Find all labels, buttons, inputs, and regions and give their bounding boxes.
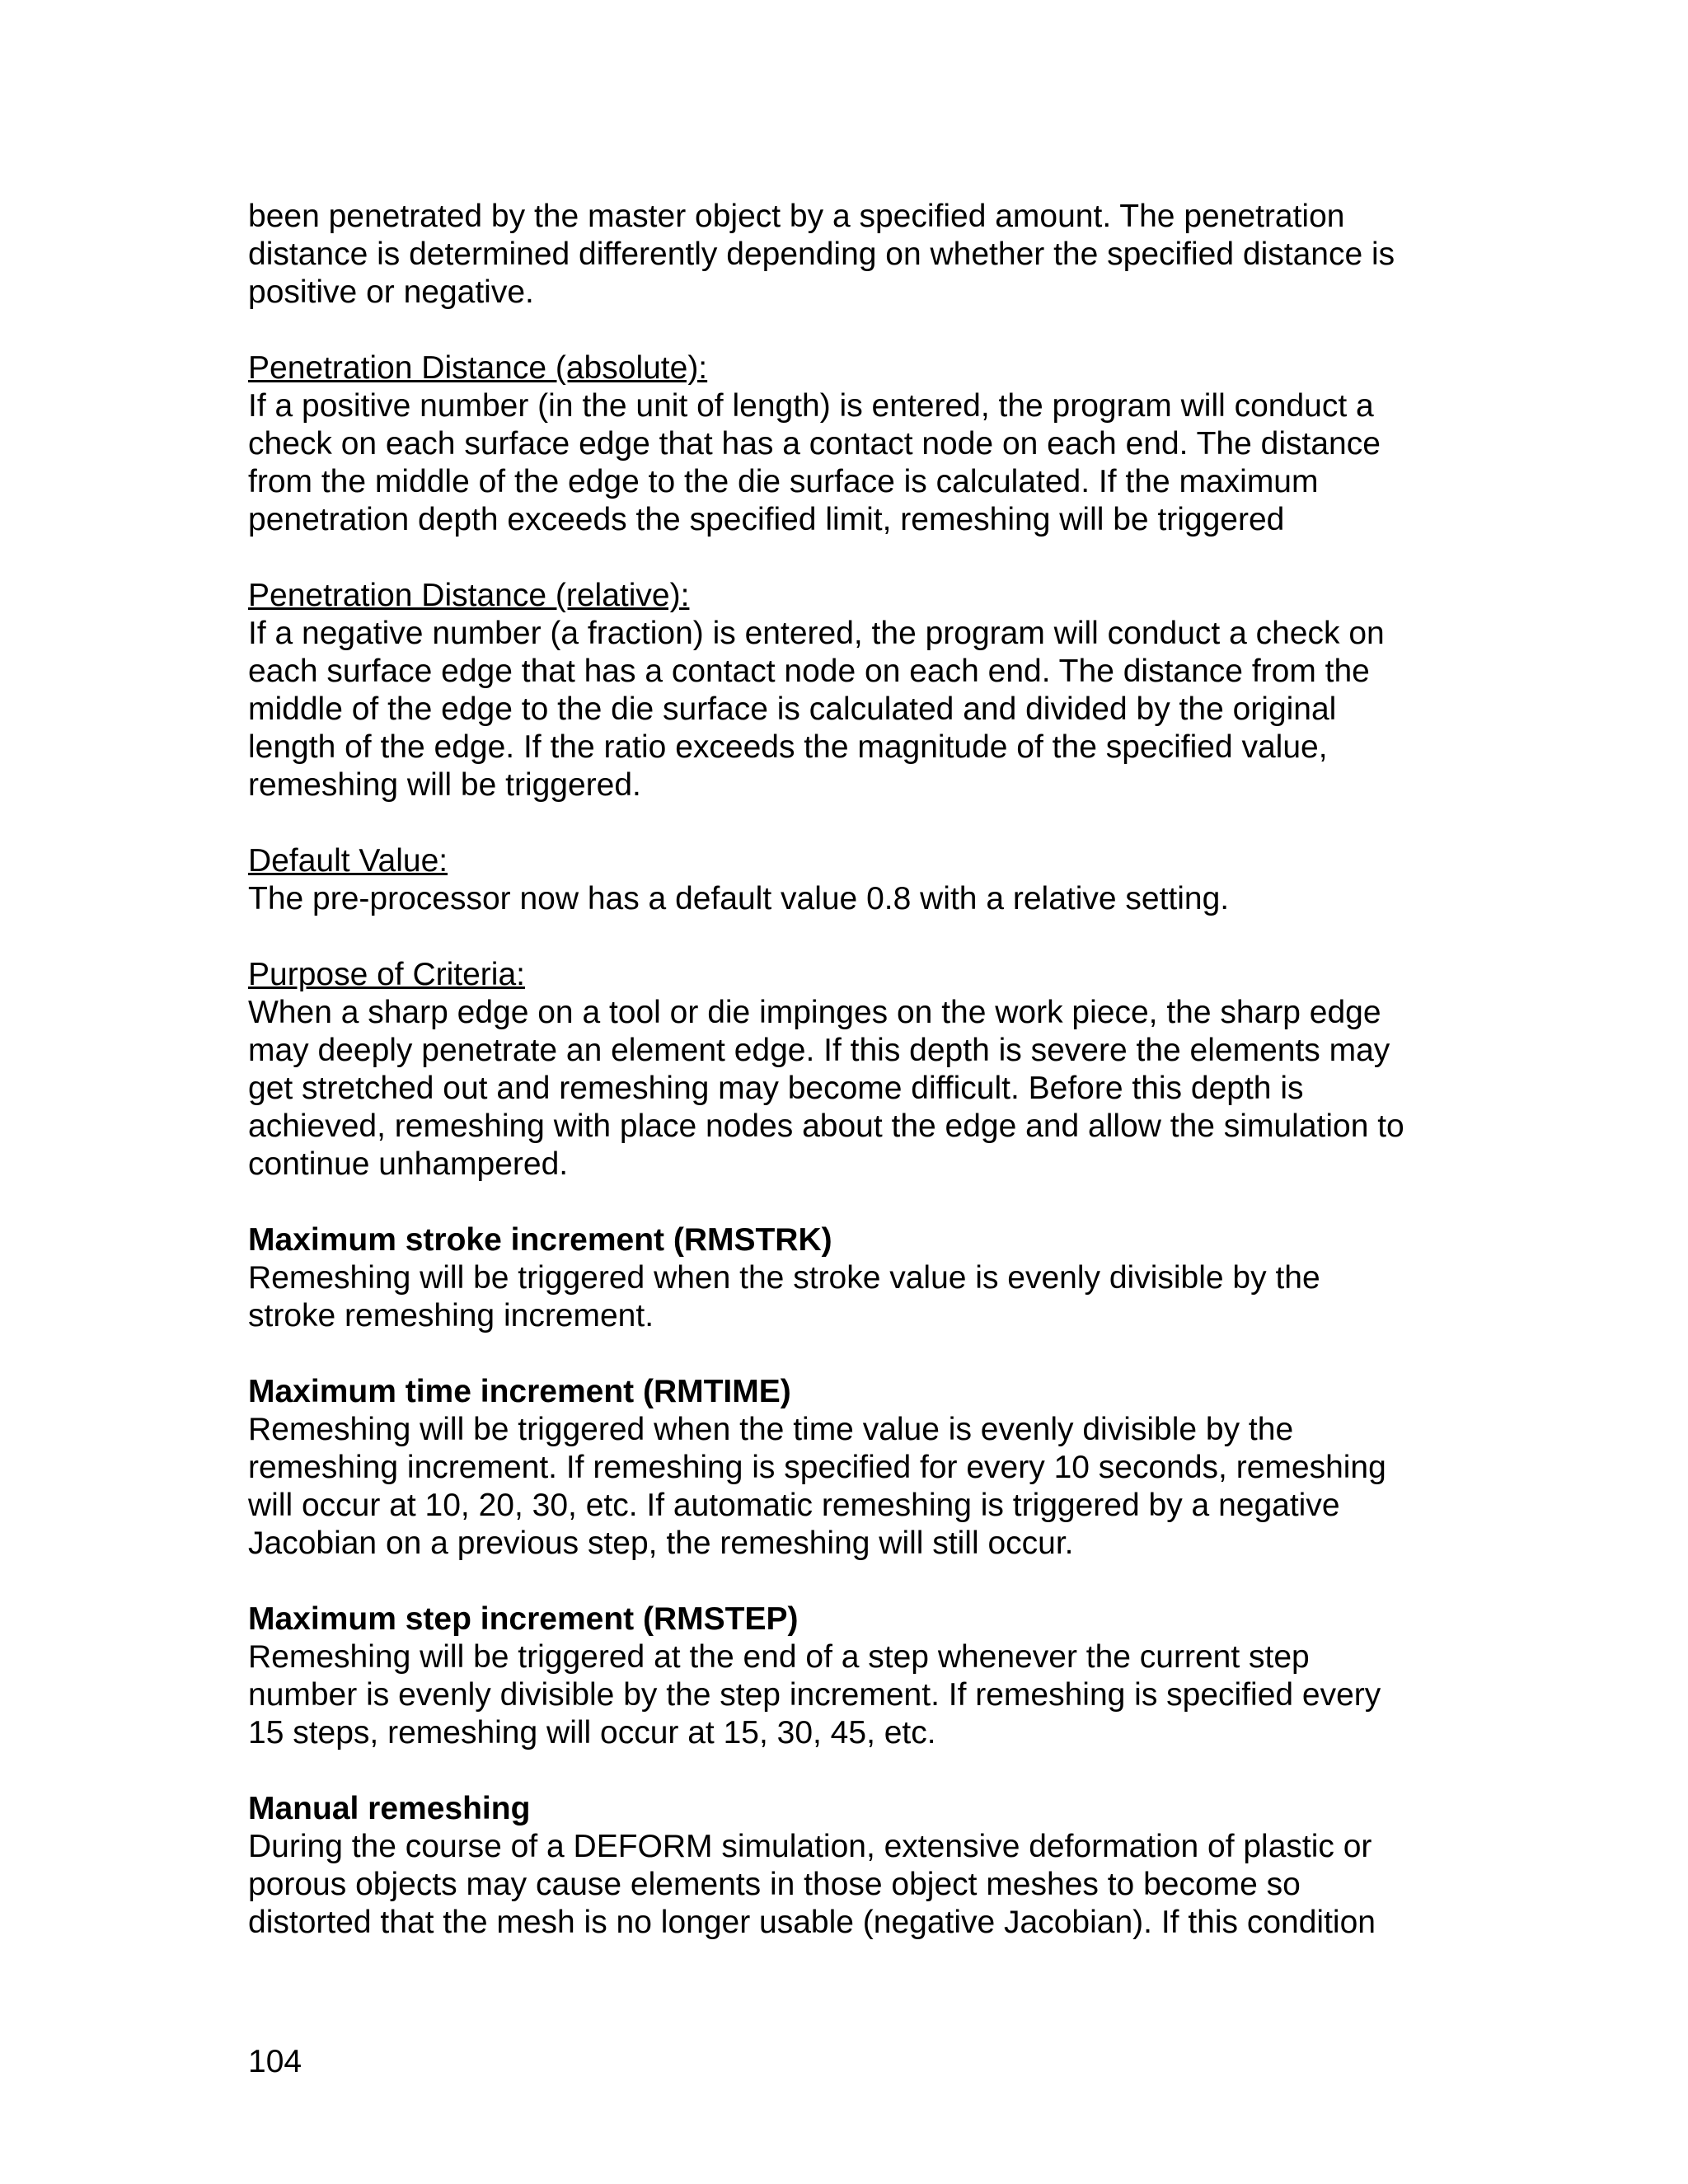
section-heading: Penetration Distance (absolute): [248,350,708,386]
section-max-time-increment [248,1373,1468,1563]
section-penetration-relative [248,577,1468,804]
text-line: from the middle of the edge to the die surface is calculated. If the maximum [248,464,1319,499]
section-max-step-increment [248,1601,1468,1752]
text-line: distorted that the mesh is no longer usable (negative Jacobian). If this condition [248,1905,1376,1940]
text-line: If a negative number (a fraction) is entered, the program will conduct a check on [248,616,1385,651]
section-heading: Maximum stroke increment (RMSTRK) [248,1222,832,1258]
section-heading: Manual remeshing [248,1791,531,1826]
page-content [248,198,1468,1980]
text-line: Remeshing will be triggered when the time value is evenly divisible by the [248,1412,1294,1447]
text-line: remeshing will be triggered. [248,767,641,803]
text-line: number is evenly divisible by the step increment. If remeshing is specified every [248,1677,1381,1713]
text-line: The pre-processor now has a default value 0.8 with a relative setting. [248,881,1230,916]
text-line: porous objects may cause elements in those object meshes to become so [248,1867,1301,1902]
text-line: been penetrated by the master object by a specified amount. The penetration [248,199,1345,234]
text-line: When a sharp edge on a tool or die impinges on the work piece, the sharp edge [248,995,1381,1030]
text-line: achieved, remeshing with place nodes about the edge and allow the simulation to [248,1108,1404,1144]
text-line: remeshing increment. If remeshing is specified for every 10 seconds, remeshing [248,1450,1386,1485]
text-line: Remeshing will be triggered at the end of a step whenever the current step [248,1639,1310,1675]
text-line: continue unhampered. [248,1146,569,1182]
text-line: distance is determined differently depending on whether the specified distance is [248,237,1395,272]
intro-paragraph [248,198,1468,312]
text-line: each surface edge that has a contact node on each end. The distance from the [248,654,1370,689]
section-heading: Maximum time increment (RMTIME) [248,1374,791,1409]
page-number: 104 [248,2044,302,2079]
text-line: stroke remeshing increment. [248,1298,654,1333]
text-line: length of the edge. If the ratio exceeds the magnitude of the specified value, [248,729,1328,765]
text-line: Jacobian on a previous step, the remeshing will still occur. [248,1526,1074,1561]
text-line: check on each surface edge that has a contact node on each end. The distance [248,426,1381,462]
text-line: will occur at 10, 20, 30, etc. If automatic remeshing is triggered by a negative [248,1488,1340,1523]
text-line: penetration depth exceeds the specified limit, remeshing will be triggered [248,502,1285,537]
text-line: middle of the edge to the die surface is calculated and divided by the original [248,691,1337,727]
text-line: positive or negative. [248,274,534,310]
section-max-stroke-increment [248,1221,1468,1335]
section-heading: Maximum step increment (RMSTEP) [248,1601,799,1637]
section-heading: Purpose of Criteria: [248,957,525,992]
text-line: During the course of a DEFORM simulation, extensive deformation of plastic or [248,1829,1372,1864]
section-default-value [248,842,1468,918]
section-manual-remeshing [248,1790,1468,1942]
section-heading: Default Value: [248,843,448,879]
text-line: get stretched out and remeshing may become difficult. Before this depth is [248,1071,1304,1106]
text-line: Remeshing will be triggered when the stroke value is evenly divisible by the [248,1260,1320,1296]
section-penetration-absolute [248,349,1468,539]
text-line: 15 steps, remeshing will occur at 15, 30, 45, etc. [248,1715,936,1750]
text-line: may deeply penetrate an element edge. If this depth is severe the elements may [248,1033,1390,1068]
text-line: If a positive number (in the unit of length) is entered, the program will conduct a [248,388,1374,424]
section-purpose-of-criteria [248,956,1468,1183]
section-heading: Penetration Distance (relative): [248,578,690,613]
